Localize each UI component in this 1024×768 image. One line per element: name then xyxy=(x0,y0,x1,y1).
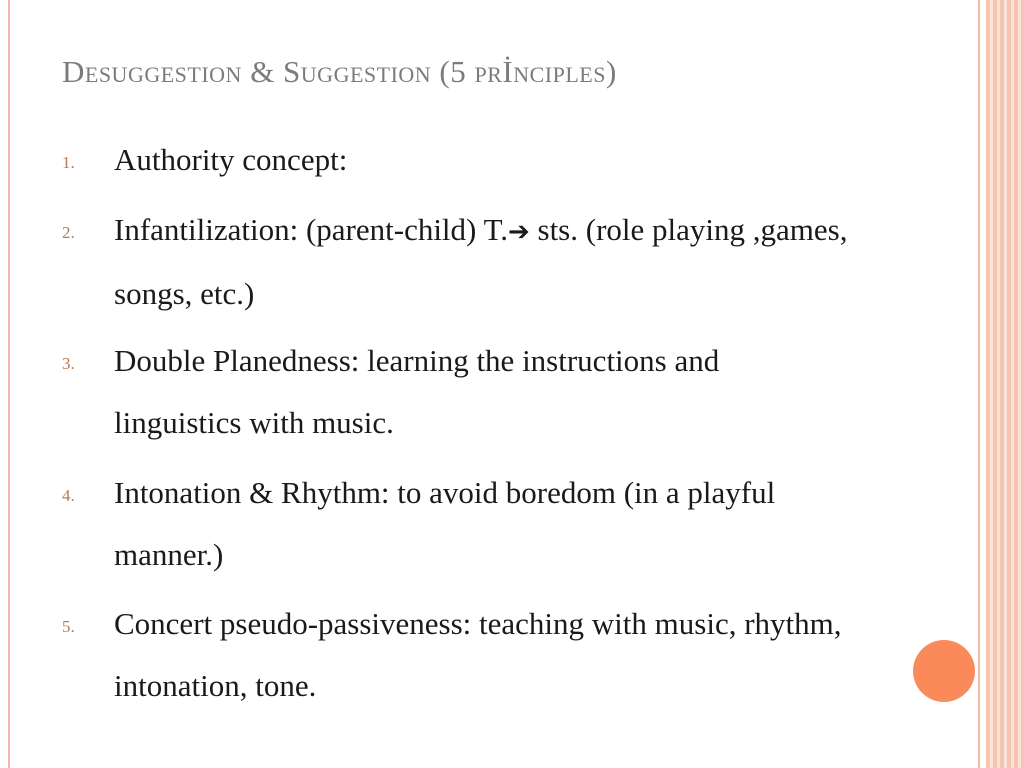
item-number: 1. xyxy=(62,153,75,172)
slide-title: Desuggestion & Suggestion (5 prİnciples) xyxy=(62,54,617,89)
item-number: 5. xyxy=(62,617,75,636)
right-frame-line xyxy=(978,0,980,768)
item-text xyxy=(114,199,854,325)
item-text: Authority concept: xyxy=(114,142,348,177)
left-frame-line xyxy=(8,0,10,768)
item-text: Double Planedness: learning the instructions and linguistics with music. xyxy=(114,343,720,440)
item-number: 4. xyxy=(62,486,75,505)
item-text-part: Infantilization: (parent-child) T. xyxy=(114,212,508,247)
item-text: Intonation & Rhythm: to avoid boredom (in a playful manner.) xyxy=(114,475,776,572)
decorative-stripes xyxy=(986,0,1024,768)
item-text: Concert pseudo-passiveness: teaching with music, rhythm, intonation, tone. xyxy=(114,606,842,703)
accent-circle xyxy=(913,640,975,702)
item-number: 2. xyxy=(62,223,75,242)
item-text-part: sts. (role playing ,games, songs, etc.) xyxy=(114,212,848,311)
item-number: 3. xyxy=(62,354,75,373)
arrow-right-icon: ➔ xyxy=(507,217,530,247)
